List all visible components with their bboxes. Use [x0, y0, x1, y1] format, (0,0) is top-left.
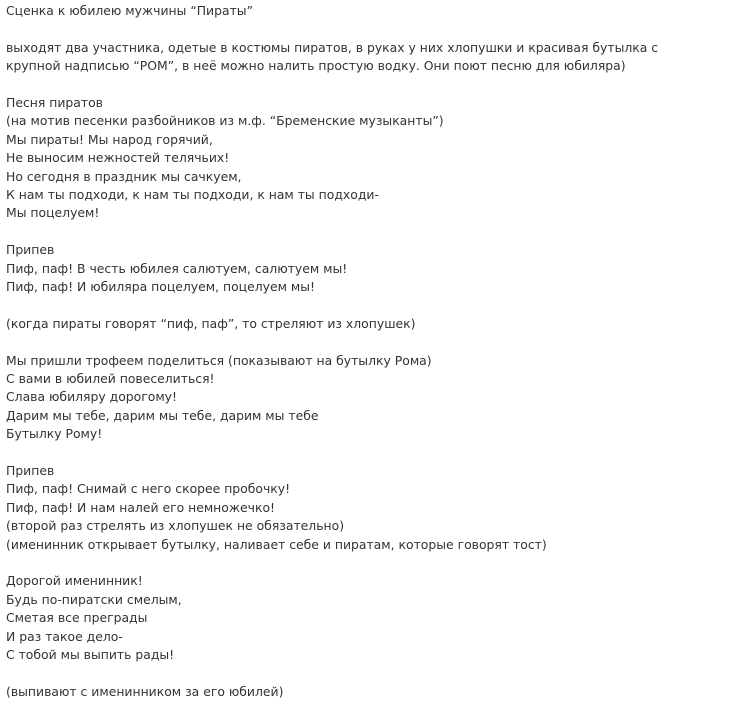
text-line: крупной надписью “РОМ”, в неё можно налить простую водку. Они поют песню для юбиляра) [6, 58, 626, 74]
paragraph [6, 462, 750, 554]
paragraph [6, 39, 750, 76]
text-line: Не выносим нежностей телячьих! [6, 150, 230, 166]
text-line: Пиф, паф! И нам налей его немножечко! [6, 499, 275, 515]
text-line: (второй раз стрелять из хлопушек не обязательно) [6, 518, 345, 534]
text-line: Песня пиратов [6, 95, 103, 110]
paragraph [6, 94, 750, 223]
paragraph [6, 241, 750, 296]
text-line: Сметая все преграды [6, 610, 148, 626]
text-line: Дорогой именинник! [6, 573, 143, 589]
text-line: (выпивают с именинником за его юбилей) [6, 683, 284, 699]
text-line: выходят два участника, одетые в костюмы пиратов, в руках у них хлопушки и красивая бутылка с [6, 39, 659, 55]
text-line: Пиф, паф! Снимай с него скорее пробочку! [6, 481, 291, 497]
paragraph [6, 572, 750, 664]
text-line: (на мотив песенки разбойников из м.ф. “Бременские музыканты”) [6, 113, 444, 129]
text-line: Бутылку Рому! [6, 426, 103, 442]
text-line: Припев [6, 242, 55, 258]
text-line: Мы пришли трофеем поделиться (показывают на бутылку Рома) [6, 352, 432, 368]
document-title [6, 2, 750, 20]
text-line: Слава юбиляру дорогому! [6, 389, 177, 405]
title-text: Сценка к юбилею мужчины “Пираты” [6, 3, 253, 18]
text-line: Припев [6, 463, 55, 479]
text-line: Мы поцелуем! [6, 205, 100, 221]
text-line: (когда пираты говорят “пиф, паф”, то стреляют из хлопушек) [6, 315, 416, 331]
text-line: Пиф, паф! И юбиляра поцелуем, поцелуем мы! [6, 279, 315, 295]
text-line: Но сегодня в праздник мы сачкуем, [6, 168, 242, 184]
text-line: С вами в юбилей повеселиться! [6, 371, 215, 387]
paragraph [6, 683, 750, 701]
text-line: Пиф, паф! В честь юбилея салютуем, салютуем мы! [6, 260, 348, 276]
text-line: И раз такое дело- [6, 628, 123, 644]
text-line: Будь по-пиратски смелым, [6, 591, 182, 607]
paragraph [6, 315, 750, 333]
document-body [6, 0, 750, 720]
text-line: Дарим мы тебе, дарим мы тебе, дарим мы тебе [6, 407, 319, 423]
text-line: (именинник открывает бутылку, наливает себе и пиратам, которые говорят тост) [6, 536, 547, 552]
text-line: К нам ты подходи, к нам ты подходи, к нам ты подходи- [6, 187, 379, 203]
paragraph [6, 352, 750, 444]
text-line: Мы пираты! Мы народ горячий, [6, 131, 213, 147]
document-paragraphs [6, 39, 750, 702]
text-line: С тобой мы выпить рады! [6, 647, 175, 663]
